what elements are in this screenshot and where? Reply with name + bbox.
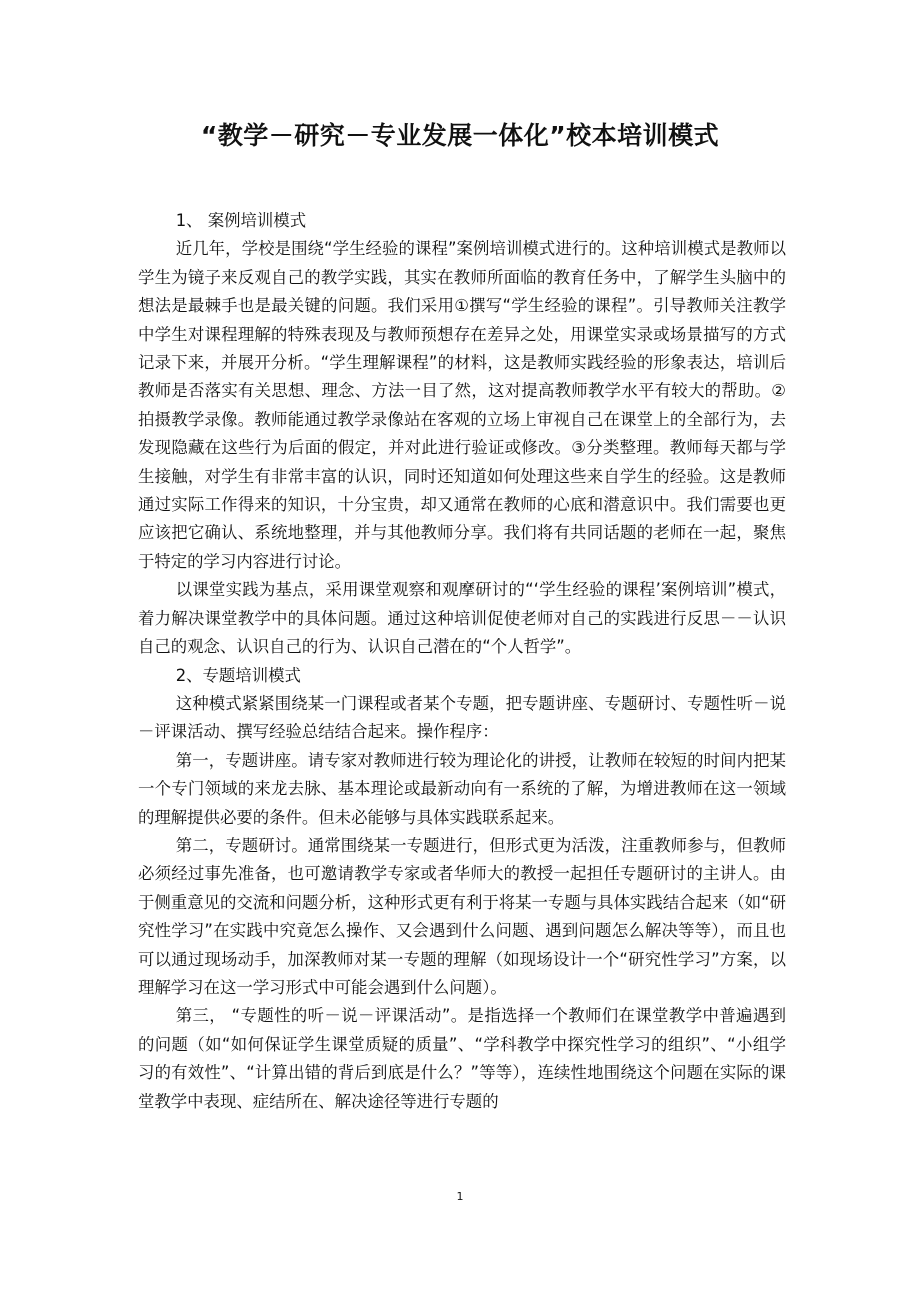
paragraph-case-training-practice: 以课堂实践为基点，采用课堂观察和观摩研讨的“‘学生经验的课程’案例培训”模式，着力解决课堂教学中的具体问题。通过这种培训促使老师对自己的实践进行反思－－认识自己的观念、认识自己的行为、认识自己潜在的“个人哲学”。	[138, 580, 786, 657]
page-number: 1	[456, 1190, 464, 1203]
document-body	[138, 207, 786, 1116]
section-heading-case-training: 1、 案例培训模式	[175, 211, 307, 230]
section-heading-topic-training: 2、专题培训模式	[175, 665, 301, 685]
paragraph-topic-lesson-activity: 第三， “专题性的听－说－评课活动”。是指选择一个教师们在课堂教学中普遍遇到的问题（如“如何保证学生课堂质疑的质量”、“学科教学中探究性学习的组织”、“小组学习的有效性”、“计算出错的背后到底是什么？”等等），连续性地围绕这个问题在实际的课堂教学中表现、症结所在、解决途径等进行专题的	[138, 1006, 786, 1111]
paragraph-topic-discussion: 第二，专题研讨。通常围绕某一专题进行，但形式更为活泼，注重教师参与，但教师必须经过事先准备，也可邀请教学专家或者华师大的教授一起担任专题研讨的主讲人。由于侧重意见的交流和问题分析，这种形式更有利于将某一专题与具体实践结合起来（如“研究性学习”在实践中究竟怎么操作、又会遇到什么问题、遇到问题怎么解决等等），而且也可以通过现场动手，加深教师对某一专题的理解（如现场设计一个“研究性学习”方案，以理解学习在这一学习形式中可能会遇到什么问题）。	[138, 835, 786, 997]
paragraph-case-training-intro: 近几年，学校是围绕“学生经验的课程”案例培训模式进行的。这种培训模式是教师以学生为镜子来反观自己的教学实践，其实在教师所面临的教育任务中，了解学生头脑中的想法是最棘手也是最关键的问题。我们采用①撰写“学生经验的课程”。引导教师关注教学中学生对课程理解的特殊表现及与教师预想存在差异之处，用课堂实录或场景描写的方式记录下来，并展开分析。“学生理解课程”的材料，这是教师实践经验的形象表达，培训后教师是否落实有关思想、理念、方法一目了然，这对提高教师教学水平有较大的帮助。②拍摄教学录像。教师能通过教学录像站在客观的立场上审视自己在课堂上的全部行为，去发现隐藏在这些行为后面的假定，并对此进行验证或修改。③分类整理。教师每天都与学生接触，对学生有非常丰富的认识，同时还知道如何处理这些来自学生的经验。这是教师通过实际工作得来的知识，十分宝贵，却又通常在教师的心底和潜意识中。我们需要也更应该把它确认、系统地整理，并与其他教师分享。我们将有共同话题的老师在一起，聚焦于特定的学习内容进行讨论。	[138, 239, 786, 571]
paragraph-topic-lecture: 第一，专题讲座。请专家对教师进行较为理论化的讲授，让教师在较短的时间内把某一个专门领域的来龙去脉、基本理论或最新动向有一系统的了解，为增进教师在这一领域的理解提供必要的条件。但未必能够与具体实践联系起来。	[138, 750, 786, 827]
document-title: “教学－研究－专业发展一体化”校本培训模式	[200, 121, 720, 150]
paragraph-topic-training-intro: 这种模式紧紧围绕某一门课程或者某个专题，把专题讲座、专题研讨、专题性听－说－评课活动、撰写经验总结结合起来。操作程序：	[138, 693, 786, 742]
